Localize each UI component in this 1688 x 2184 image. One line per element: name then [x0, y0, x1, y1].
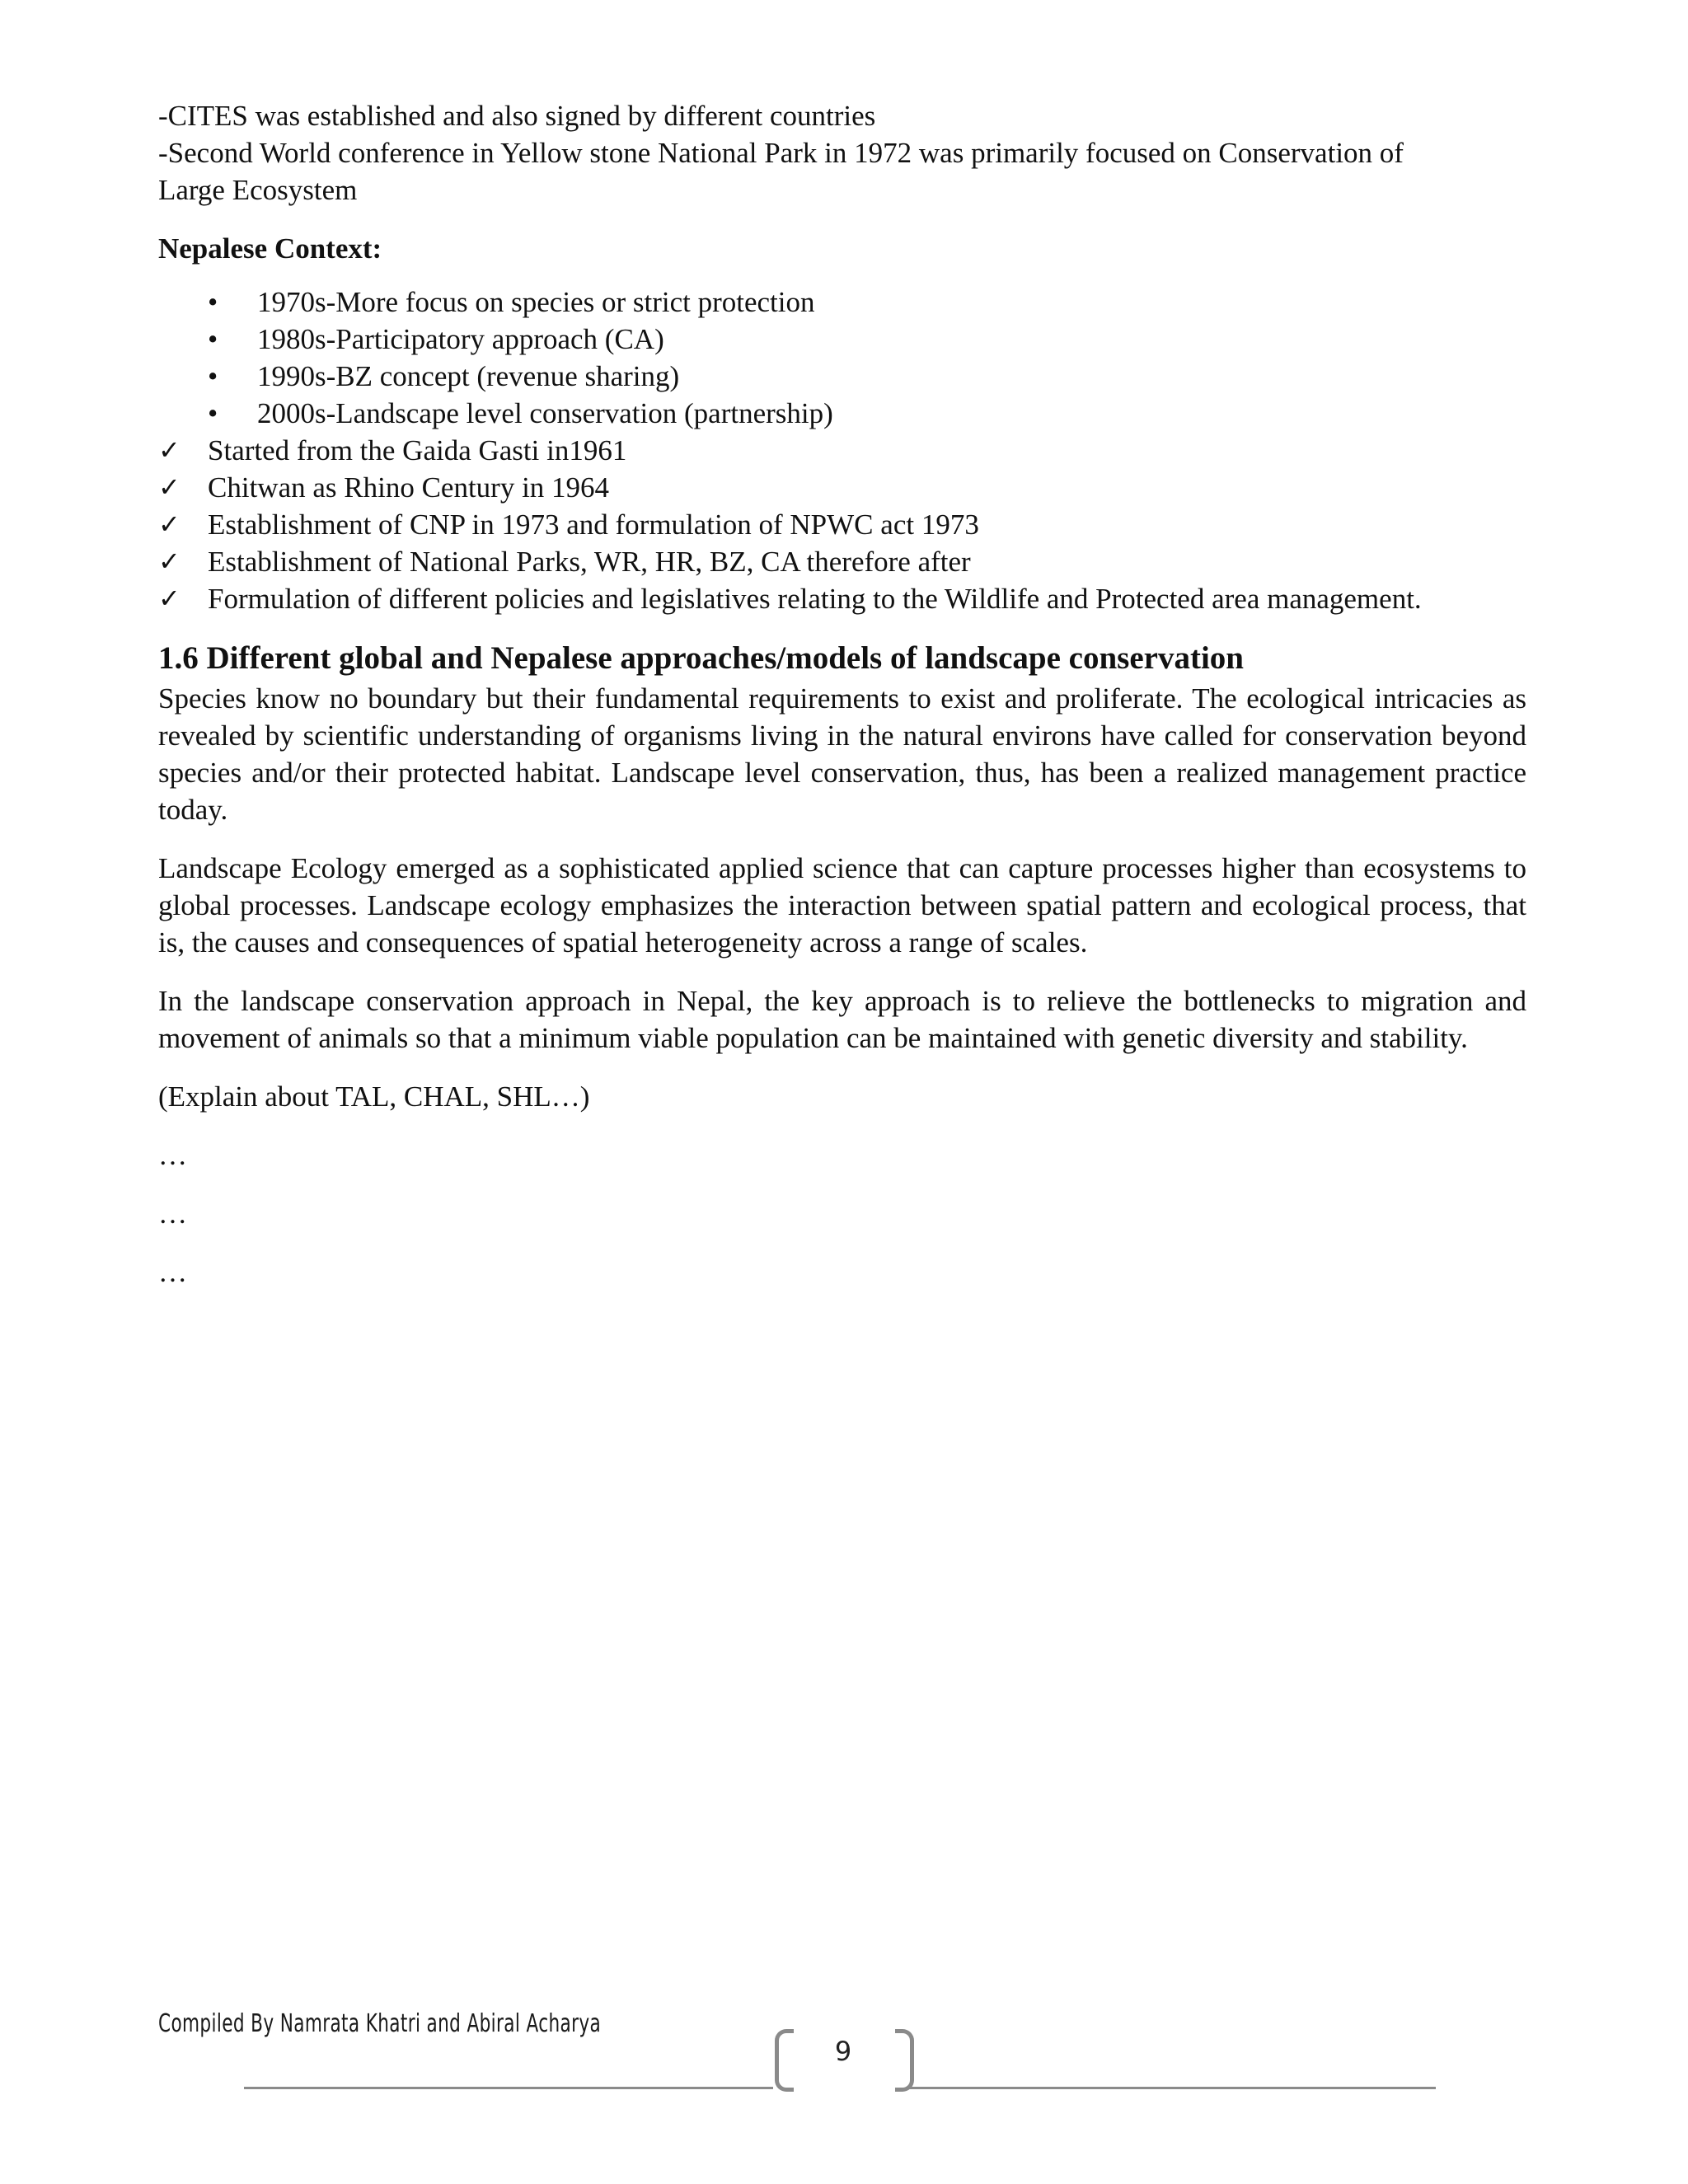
section-heading: 1.6 Different global and Nepalese approaches/models of landscape conservation [158, 640, 1244, 676]
body-paragraph: In the landscape conservation approach in Nepal, the key approach is to relieve the bottlenecks to migration and movement of animals so that a minimum viable population can be maintained with genetic diversity and stability. [158, 985, 1526, 1054]
check-text: Establishment of National Parks, WR, HR, BZ, CA therefore after [208, 546, 971, 578]
footer-credit: Compiled By Namrata Khatri and Abiral Acharya [158, 2009, 602, 2038]
nepalese-context-heading: Nepalese Context: [158, 232, 382, 265]
check-text: Establishment of CNP in 1973 and formulation of NPWC act 1973 [208, 509, 979, 541]
bullet-item [158, 284, 1526, 321]
intro-line: Large Ecosystem [158, 174, 358, 206]
body-paragraph: Landscape Ecology emerged as a sophisticated applied science that can capture processes higher than ecosystems to global processes. Landscape ecology emphasizes the interaction between spatial pattern and ecological process, that is, the causes and consequences of spatial heterogeneity across a range of scales. [158, 852, 1526, 958]
bullet-text: 1980s-Participatory approach (CA) [257, 323, 664, 355]
bullet-item [158, 321, 1526, 358]
check-item [158, 506, 1526, 543]
footer-rule-right [907, 2087, 1436, 2089]
check-text: Started from the Gaida Gasti in1961 [208, 434, 627, 466]
bullet-icon: • [208, 360, 218, 392]
intro-line: -Second World conference in Yellow stone National Park in 1972 was primarily focused on Conservation of [158, 137, 1404, 169]
bullet-text: 2000s-Landscape level conservation (partnership) [257, 397, 833, 429]
intro-line: -CITES was established and also signed by different countries [158, 100, 876, 132]
checkmark-icon: ✓ [158, 434, 181, 466]
ellipsis-line: … [158, 1256, 187, 1288]
check-text: Chitwan as Rhino Century in 1964 [208, 471, 610, 504]
check-item [158, 432, 1526, 469]
bullet-icon: • [208, 286, 218, 318]
footer-rule-left [244, 2087, 773, 2089]
bullet-icon: • [208, 323, 218, 355]
check-item [158, 469, 1526, 506]
left-bracket-icon [775, 2029, 794, 2092]
checkmark-icon: ✓ [158, 546, 181, 577]
body-paragraph: Species know no boundary but their fundamental requirements to exist and proliferate. The ecological intricacies as revealed by scientific understanding of organisms living in the natural environs have called for conservation beyond species and/or their protected habitat. Landscape level conservation, thus, has been a realized management practice today. [158, 682, 1526, 826]
right-bracket-icon [895, 2029, 914, 2092]
bullet-icon: • [208, 397, 218, 429]
check-item [158, 580, 1526, 617]
checkmark-icon: ✓ [158, 509, 181, 540]
milestone-check-list [158, 432, 1526, 617]
check-item [158, 543, 1526, 580]
explain-note: (Explain about TAL, CHAL, SHL…) [158, 1080, 590, 1113]
bullet-text: 1970s-More focus on species or strict protection [257, 286, 815, 318]
bullet-text: 1990s-BZ concept (revenue sharing) [257, 360, 680, 392]
ellipsis-line: … [158, 1139, 187, 1171]
ellipsis-line: … [158, 1197, 187, 1230]
page-number: 9 [834, 2036, 852, 2067]
check-text: Formulation of different policies and legislatives relating to the Wildlife and Protected area management. [208, 583, 1422, 615]
checkmark-icon: ✓ [158, 583, 181, 614]
bullet-item [158, 358, 1526, 395]
checkmark-icon: ✓ [158, 471, 181, 503]
bullet-item [158, 395, 1526, 432]
decade-bullet-list [158, 284, 1526, 432]
document-body [158, 97, 1526, 1312]
